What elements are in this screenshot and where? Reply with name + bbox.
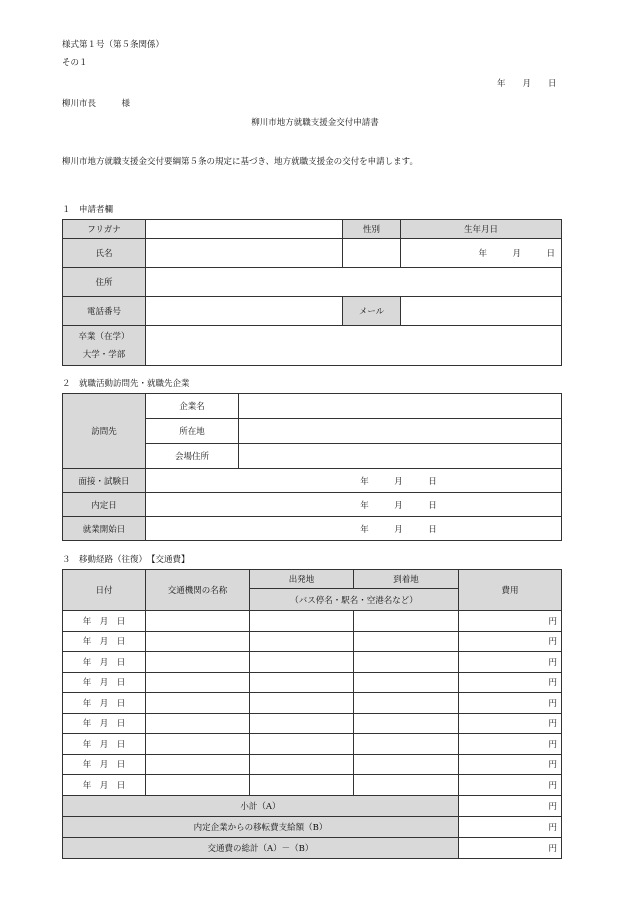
company-name-field[interactable] xyxy=(239,394,562,419)
route-cost-cell[interactable]: 円 xyxy=(459,713,562,734)
route-row xyxy=(63,734,562,755)
route-date-cell[interactable]: 年 月 日 xyxy=(63,672,146,693)
route-rows xyxy=(63,611,562,796)
route-arrival-cell[interactable] xyxy=(354,734,459,755)
route-arrival-cell[interactable] xyxy=(354,652,459,673)
section2-heading: ２ 就職活動訪問先・就職先企業 xyxy=(62,379,190,389)
date-line: 年 月 日 xyxy=(497,79,557,89)
route-departure-cell[interactable] xyxy=(250,672,354,693)
statement: 柳川市地方就職支援金交付要綱第５条の規定に基づき、地方就職支援金の交付を申請します。 xyxy=(62,157,418,167)
route-row xyxy=(63,775,562,796)
employer-table xyxy=(62,393,562,541)
transport-table xyxy=(62,569,562,859)
route-cost-cell[interactable]: 円 xyxy=(459,775,562,796)
name-field[interactable] xyxy=(146,239,343,268)
route-transport-cell[interactable] xyxy=(146,775,250,796)
phone-field[interactable] xyxy=(146,297,343,326)
route-row xyxy=(63,754,562,775)
subtotal-label: 小計（A） xyxy=(63,795,459,816)
route-date-cell[interactable]: 年 月 日 xyxy=(63,734,146,755)
route-cost-cell[interactable]: 円 xyxy=(459,734,562,755)
route-arrival-cell[interactable] xyxy=(354,775,459,796)
visit-label: 訪問先 xyxy=(63,394,146,469)
email-field[interactable] xyxy=(401,297,562,326)
applicant-table xyxy=(62,219,562,366)
route-row xyxy=(63,713,562,734)
relocation-yen[interactable]: 円 xyxy=(459,816,562,837)
gender-field[interactable] xyxy=(343,239,401,268)
route-date-cell[interactable]: 年 月 日 xyxy=(63,631,146,652)
location-field[interactable] xyxy=(239,419,562,444)
subtotal-yen[interactable]: 円 xyxy=(459,795,562,816)
route-departure-cell[interactable] xyxy=(250,775,354,796)
route-arrival-cell[interactable] xyxy=(354,713,459,734)
name-label: 氏名 xyxy=(63,239,146,268)
location-label: 所在地 xyxy=(146,419,239,444)
relocation-label: 内定企業からの移転費支給額（B） xyxy=(63,816,459,837)
route-departure-cell[interactable] xyxy=(250,631,354,652)
route-date-cell[interactable]: 年 月 日 xyxy=(63,611,146,632)
start-date-label: 就業開始日 xyxy=(63,517,146,541)
address-field[interactable] xyxy=(146,268,562,297)
total-label: 交通費の総計（A）－（B） xyxy=(63,837,459,858)
route-departure-cell[interactable] xyxy=(250,611,354,632)
route-transport-cell[interactable] xyxy=(146,652,250,673)
route-date-cell[interactable]: 年 月 日 xyxy=(63,754,146,775)
arrival-column-header: 到着地 xyxy=(354,570,459,589)
address-label: 住所 xyxy=(63,268,146,297)
route-arrival-cell[interactable] xyxy=(354,631,459,652)
route-row xyxy=(63,672,562,693)
sub-number: その１ xyxy=(62,58,88,68)
section1-heading: １ 申請者欄 xyxy=(62,205,114,215)
route-row xyxy=(63,693,562,714)
addressee: 柳川市長 様 xyxy=(62,99,131,109)
route-transport-cell[interactable] xyxy=(146,631,250,652)
route-transport-cell[interactable] xyxy=(146,754,250,775)
route-departure-cell[interactable] xyxy=(250,693,354,714)
section3-heading: ３ 移動経路（往復） 【交通費】 xyxy=(62,555,190,565)
furigana-field[interactable] xyxy=(146,220,343,239)
route-transport-cell[interactable] xyxy=(146,672,250,693)
offer-date-label: 内定日 xyxy=(63,493,146,517)
venue-field[interactable] xyxy=(239,444,562,469)
route-departure-cell[interactable] xyxy=(250,734,354,755)
route-date-cell[interactable]: 年 月 日 xyxy=(63,652,146,673)
graduation-label-line1: 卒業（在学） xyxy=(78,331,130,342)
route-cost-cell[interactable]: 円 xyxy=(459,611,562,632)
route-departure-cell[interactable] xyxy=(250,754,354,775)
total-yen[interactable]: 円 xyxy=(459,837,562,858)
start-date-field[interactable]: 年 月 日 xyxy=(146,517,562,541)
route-arrival-cell[interactable] xyxy=(354,754,459,775)
birthdate-label: 生年月日 xyxy=(401,220,562,239)
interview-label: 面接・試験日 xyxy=(63,469,146,493)
route-arrival-cell[interactable] xyxy=(354,672,459,693)
route-cost-cell[interactable]: 円 xyxy=(459,631,562,652)
route-cost-cell[interactable]: 円 xyxy=(459,693,562,714)
route-arrival-cell[interactable] xyxy=(354,611,459,632)
cost-column-header: 費用 xyxy=(459,570,562,611)
company-name-label: 企業名 xyxy=(146,394,239,419)
departure-column-header: 出発地 xyxy=(250,570,354,589)
route-cost-cell[interactable]: 円 xyxy=(459,672,562,693)
transport-column-header: 交通機関の名称 xyxy=(146,570,250,611)
route-date-cell[interactable]: 年 月 日 xyxy=(63,693,146,714)
route-row xyxy=(63,611,562,632)
graduation-field[interactable] xyxy=(146,326,562,366)
route-arrival-cell[interactable] xyxy=(354,693,459,714)
route-transport-cell[interactable] xyxy=(146,734,250,755)
route-row xyxy=(63,652,562,673)
graduation-label-line2: 大学・学部 xyxy=(82,349,126,360)
furigana-label: フリガナ xyxy=(63,220,146,239)
venue-label: 会場住所 xyxy=(146,444,239,469)
date-column-header: 日付 xyxy=(63,570,146,611)
route-cost-cell[interactable]: 円 xyxy=(459,652,562,673)
route-transport-cell[interactable] xyxy=(146,693,250,714)
route-transport-cell[interactable] xyxy=(146,611,250,632)
offer-date-field[interactable]: 年 月 日 xyxy=(146,493,562,517)
form-number: 様式第１号（第５条関係） xyxy=(62,40,165,50)
route-departure-cell[interactable] xyxy=(250,652,354,673)
route-row xyxy=(63,631,562,652)
birthdate-field[interactable]: 年 月 日 xyxy=(401,239,562,268)
form-title: 柳川市地方就職支援金交付申請書 xyxy=(251,118,379,128)
route-departure-cell[interactable] xyxy=(250,713,354,734)
route-cost-cell[interactable]: 円 xyxy=(459,754,562,775)
phone-label: 電話番号 xyxy=(63,297,146,326)
gender-label: 性別 xyxy=(343,220,401,239)
route-transport-cell[interactable] xyxy=(146,713,250,734)
route-date-cell[interactable]: 年 月 日 xyxy=(63,713,146,734)
email-label: メール xyxy=(343,297,401,326)
route-date-cell[interactable]: 年 月 日 xyxy=(63,775,146,796)
interview-date-field[interactable]: 年 月 日 xyxy=(146,469,562,493)
place-note: （バス停名・駅名・空港名など） xyxy=(250,589,459,611)
graduation-label xyxy=(63,326,146,366)
